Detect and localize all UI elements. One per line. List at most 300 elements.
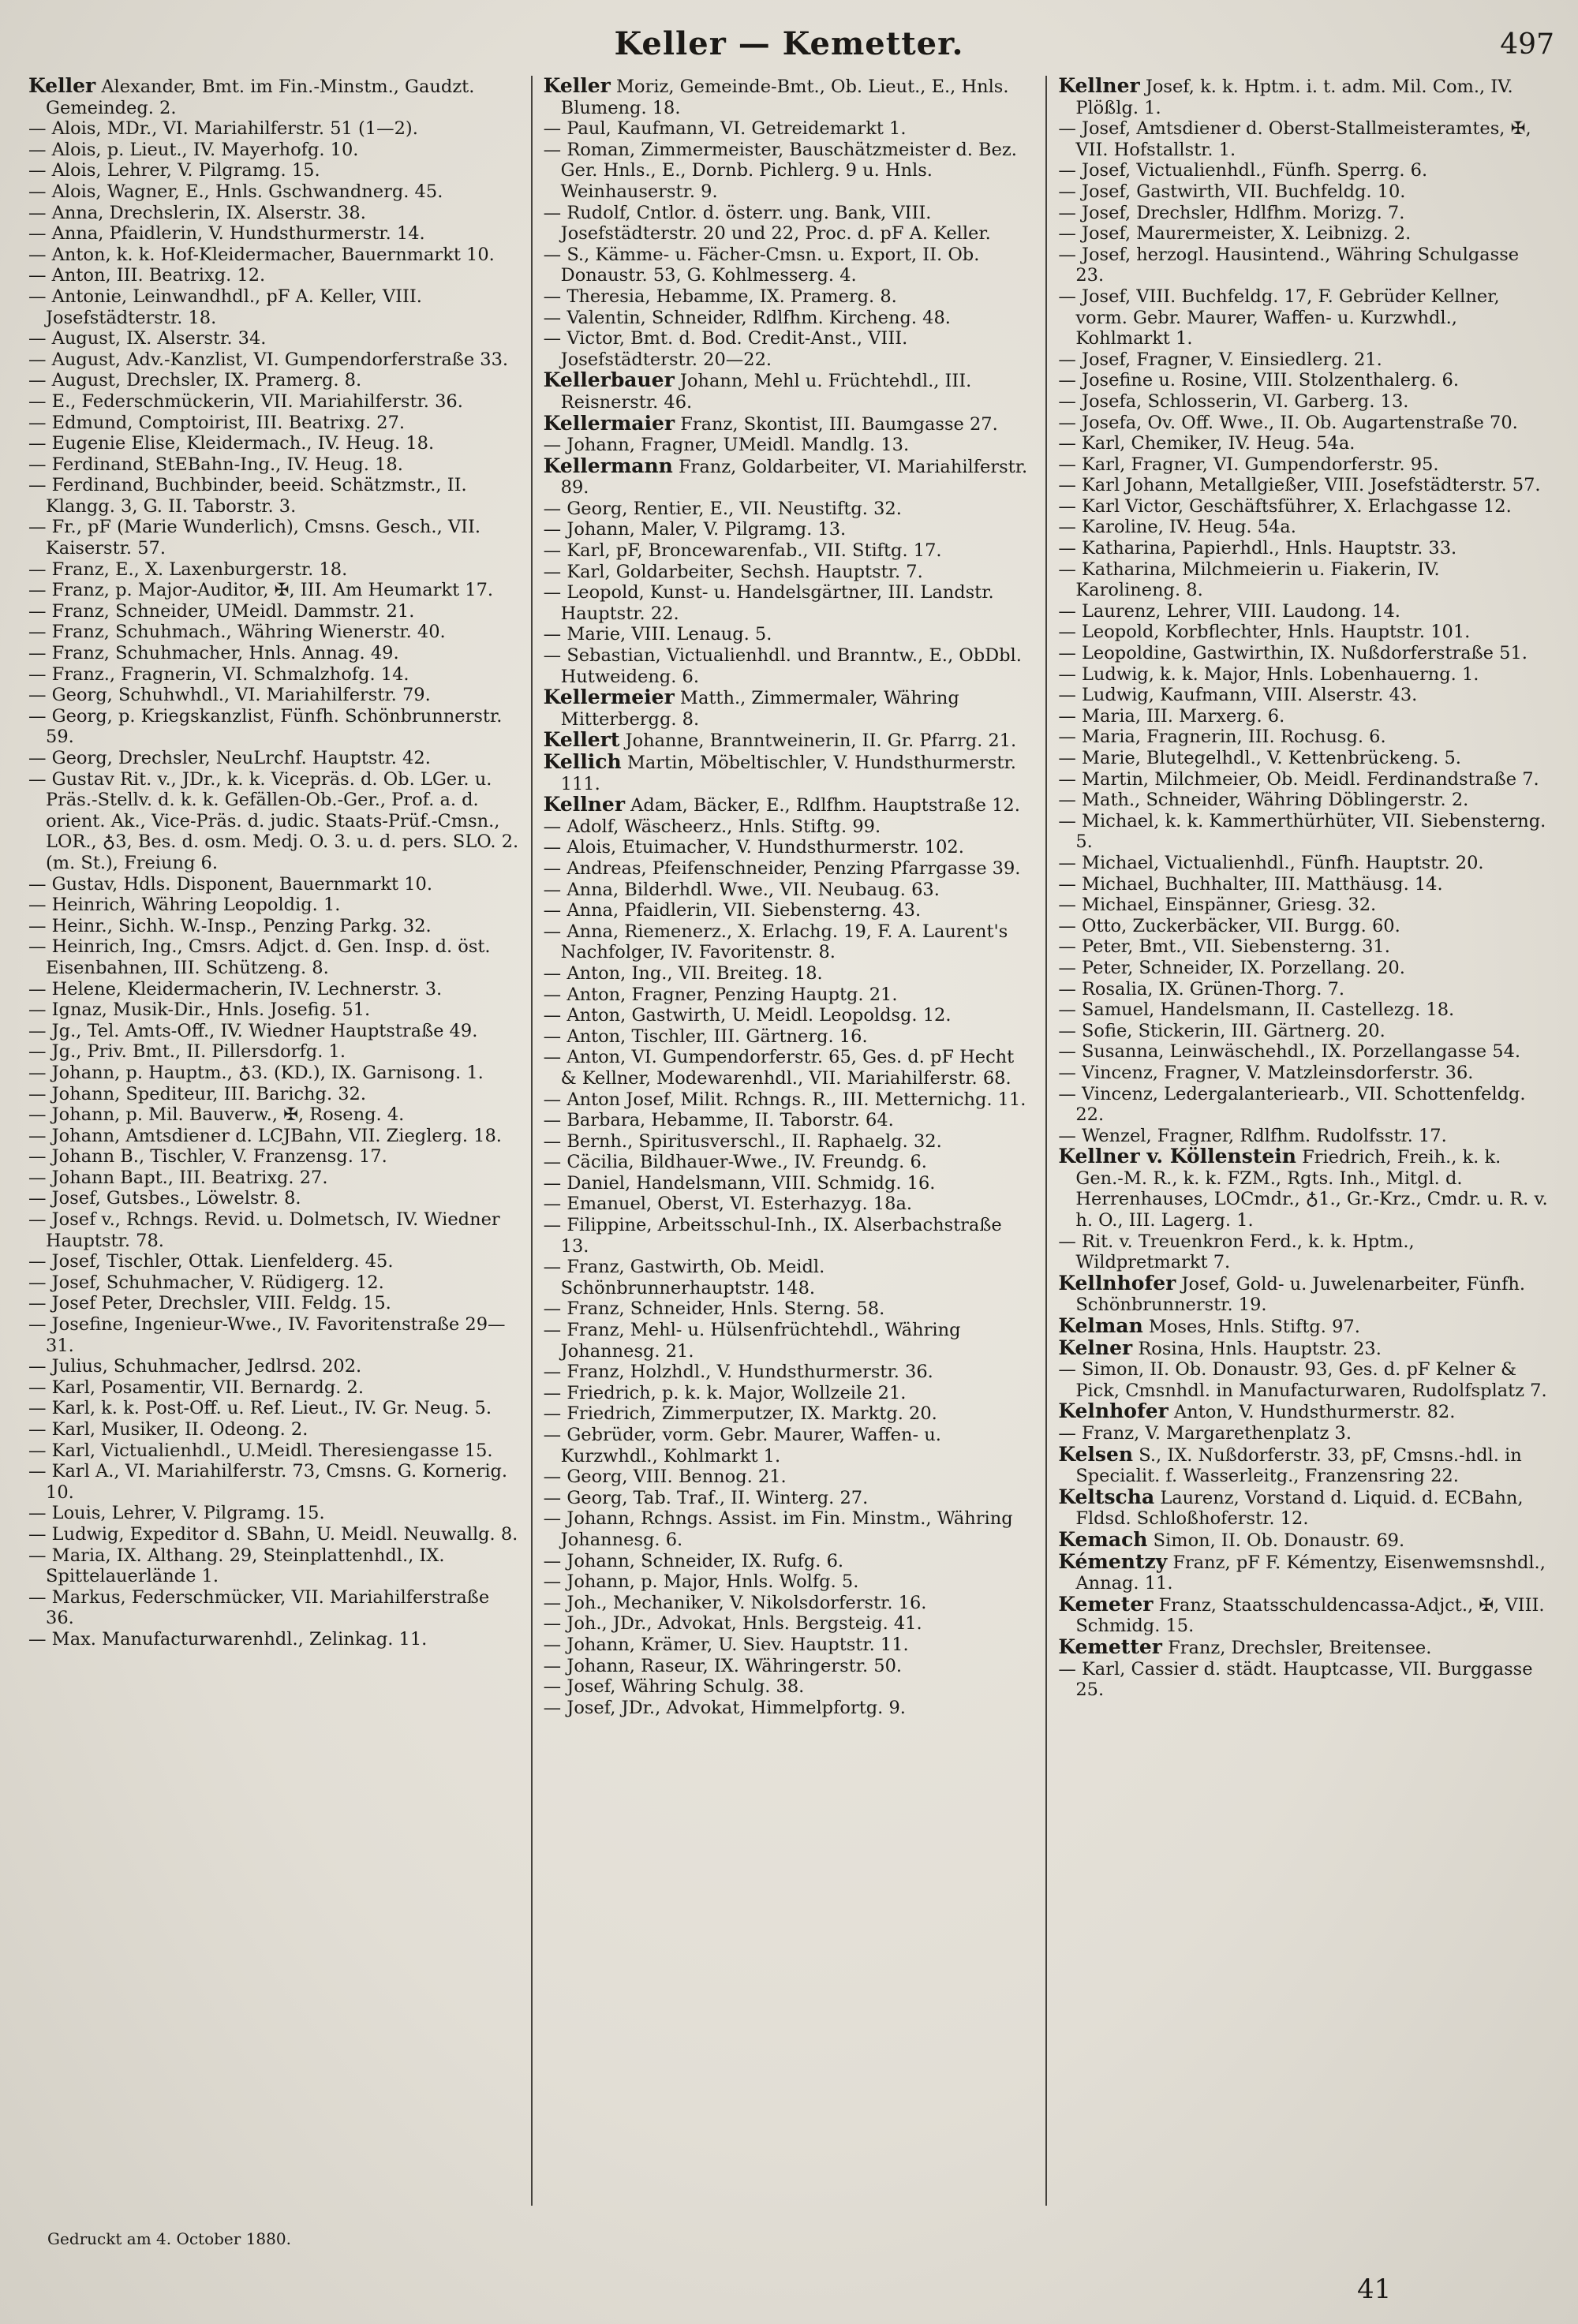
entry-text: — Johann, p. Hauptm., ♁3. (KD.), IX. Garnisong. 1.: [28, 1062, 484, 1083]
directory-entry: [28, 160, 520, 181]
entry-text: — Johann, p. Major, Hnls. Wolfg. 5.: [543, 1571, 859, 1593]
entry-text: — Josef, VIII. Buchfeldg. 17, F. Gebrüder Kellner, vorm. Gebr. Maurer, Waffen- u. Kurzwhdl., Kohlmarkt 1.: [1058, 286, 1500, 349]
entry-text: — Anton, III. Beatrixg. 12.: [28, 265, 266, 286]
entry-text: — Georg, Rentier, E., VII. Neustiftg. 32.: [543, 498, 902, 519]
entry-text: — Paul, Kaufmann, VI. Getreidemarkt 1.: [543, 118, 907, 140]
entry-text: — E., Federschmückerin, VII. Mariahilferstr. 36.: [28, 390, 463, 412]
directory-entry: [544, 1403, 1035, 1425]
entry-text: — Valentin, Schneider, Rdlfhm. Kircheng. 48.: [543, 307, 951, 328]
entry-text: Johanne, Branntweinerin, II. Gr. Pfarrg. 21.: [625, 730, 1017, 752]
directory-entry: [544, 582, 1035, 624]
directory-entry: [544, 1194, 1035, 1215]
directory-entry: [544, 370, 1035, 413]
entry-text: — Bernh., Spiritusverschl., II. Raphaelg. 32.: [543, 1130, 942, 1152]
directory-entry: [544, 1488, 1035, 1509]
entry-text: — Victor, Bmt. d. Bod. Credit-Anst., VIII. Josefstädterstr. 20—22.: [543, 328, 908, 370]
entry-text: — Johann, Rchngs. Assist. im Fin. Minstm., Währing Johannesg. 6.: [543, 1508, 1013, 1550]
entry-text: — Alois, Wagner, E., Hnls. Gschwandnerg. 45.: [28, 181, 443, 202]
column-3: [1045, 76, 1561, 2206]
entry-text: — Franz, Gastwirth, Ob. Meidl. Schönbrunnerhauptstr. 148.: [543, 1257, 825, 1298]
directory-entry: [544, 752, 1035, 794]
entry-text: — Karl, pF, Broncewarenfab., VII. Stiftg. 17.: [543, 540, 942, 562]
entry-text: — Michael, Einspänner, Griesg. 32.: [1058, 895, 1377, 916]
entry-text: — Leopoldine, Gastwirthin, IX. Nußdorferstraße 51.: [1058, 643, 1528, 664]
entry-text: — Maria, III. Marxerg. 6.: [1058, 705, 1285, 727]
entry-text: — Karl, Victualienhdl., U.Meidl. Theresiengasse 15.: [28, 1440, 493, 1461]
surname-heading: Kellner: [1058, 76, 1140, 97]
entry-text: — Franz, Schneider, Hnls. Sterng. 58.: [543, 1298, 885, 1320]
surname-heading: Kellerbauer: [543, 368, 675, 392]
entry-text: — August, IX. Alserstr. 34.: [28, 328, 267, 349]
directory-entry: [1058, 118, 1550, 160]
entry-text: — Johann, p. Mil. Bauverw., ✠, Roseng. 4.: [28, 1104, 405, 1126]
entry-text: — Josefa, Schlosserin, VI. Garberg. 13.: [1058, 390, 1409, 412]
entry-text: — Daniel, Handelsmann, VIII. Schmidg. 16.: [543, 1172, 936, 1194]
entry-text: Moriz, Gemeinde-Bmt., Ob. Lieut., E., Hnls. Blumeng. 18.: [560, 77, 1009, 118]
directory-entry: [544, 1320, 1035, 1362]
directory-entry: [544, 816, 1035, 838]
entry-text: — Josef, Amtsdiener d. Oberst-Stallmeisteramtes, ✠, VII. Hofstallstr. 1.: [1058, 118, 1531, 160]
directory-entry: [1058, 895, 1550, 916]
directory-entry: [1058, 286, 1550, 349]
directory-entry: [1058, 916, 1550, 937]
directory-entry: [544, 1257, 1035, 1298]
entry-text: — Karl, Chemiker, IV. Heug. 54a.: [1058, 433, 1356, 454]
entry-text: — Anton Josef, Milit. Rchngs. R., III. Metternichg. 11.: [543, 1089, 1026, 1110]
directory-entry: [544, 435, 1035, 456]
directory-entry: [28, 328, 520, 349]
entry-text: — Heinr., Sichh. W.-Insp., Penzing Parkg. 32.: [28, 915, 432, 936]
directory-entry: [28, 223, 520, 245]
directory-entry: [1058, 1084, 1550, 1126]
directory-entry: [1058, 1487, 1550, 1530]
directory-entry: [1058, 76, 1550, 118]
directory-entry: [1058, 1359, 1550, 1401]
entry-text: — Peter, Bmt., VII. Siebensterng. 31.: [1058, 936, 1390, 958]
directory-entry: [28, 895, 520, 916]
entry-text: — Eugenie Elise, Kleidermach., IV. Heug. 18.: [28, 433, 435, 454]
entry-text: — Franz, Schuhmach., Währing Wienerstr. 40.: [28, 622, 446, 643]
directory-entry: [544, 286, 1035, 308]
entry-text: — Josef, Schuhmacher, V. Rüdigerg. 12.: [28, 1272, 384, 1293]
directory-entry: [1058, 706, 1550, 727]
directory-entry: [28, 433, 520, 454]
entry-text: — Karoline, IV. Heug. 54a.: [1058, 517, 1296, 538]
entry-text: — Franz, E., X. Laxenburgerstr. 18.: [28, 559, 348, 580]
entry-text: — Katharina, Papierhdl., Hnls. Hauptstr. 33.: [1058, 538, 1457, 559]
entry-text: Josef, k. k. Hptm. i. t. adm. Mil. Com., IV. Plößlg. 1.: [1075, 77, 1513, 118]
directory-entry: [544, 900, 1035, 921]
entry-text: — Andreas, Pfeifenschneider, Penzing Pfarrgasse 39.: [543, 857, 1021, 879]
entry-text: — Josef, Tischler, Ottak. Lienfelderg. 45.: [28, 1251, 394, 1272]
entry-text: — Joh., Mechaniker, V. Nikolsdorferstr. 16.: [543, 1592, 927, 1613]
page-title: Keller — Kemetter.: [614, 25, 964, 62]
entry-text: — Franz., Fragnerin, VI. Schmalzhofg. 14.: [28, 663, 409, 685]
entry-text: — Karl Johann, Metallgießer, VIII. Josefstädterstr. 57.: [1058, 475, 1541, 496]
directory-entry: [544, 562, 1035, 583]
directory-entry: [28, 1398, 520, 1419]
entry-text: — Wenzel, Fragner, Rdlfhm. Rudolfsstr. 17.: [1058, 1125, 1447, 1146]
surname-heading: Kelner: [1058, 1336, 1133, 1359]
directory-entry: [1058, 1273, 1550, 1316]
directory-entry: [28, 559, 520, 581]
entry-text: — Rit. v. Treuenkron Ferd., k. k. Hptm., Wildpretmarkt 7.: [1058, 1231, 1415, 1273]
directory-entry: [28, 1587, 520, 1629]
entry-text: Franz, Staatsschuldencassa-Adjct., ✠, VIII. Schmidg. 15.: [1075, 1594, 1545, 1637]
directory-entry: [1058, 1338, 1550, 1360]
entry-text: — Anton, Tischler, III. Gärtnerg. 16.: [543, 1026, 868, 1047]
surname-heading: Keller: [543, 76, 611, 97]
entry-text: — Gebrüder, vorm. Gebr. Maurer, Waffen- u. Kurzwhdl., Kohlmarkt 1.: [543, 1425, 941, 1467]
entry-text: — Karl A., VI. Mariahilferstr. 73, Cmsns. G. Kornerig. 10.: [28, 1461, 508, 1503]
entry-text: — Rudolf, Cntlor. d. österr. ung. Bank, VIII. Josefstädterstr. 20 und 22, Proc. d. pF A. Keller.: [543, 202, 991, 245]
directory-entry: [544, 794, 1035, 816]
directory-entry: [544, 1110, 1035, 1131]
directory-entry: [544, 456, 1035, 499]
directory-entry: [1058, 1231, 1550, 1273]
directory-entry: [1058, 1549, 1550, 1594]
directory-entry: [28, 1524, 520, 1545]
directory-entry: [544, 1383, 1035, 1404]
entry-text: — Karl, Posamentir, VII. Bernardg. 2.: [28, 1377, 365, 1398]
running-head: [0, 17, 1578, 73]
directory-entry: [28, 1168, 520, 1189]
directory-entry: [28, 1356, 520, 1377]
directory-entry: [544, 540, 1035, 562]
directory-entry: [544, 1698, 1035, 1719]
directory-entry: [544, 1676, 1035, 1698]
entry-text: — Josefa, Ov. Off. Wwe., II. Ob. Augartenstraße 70.: [1058, 412, 1518, 433]
entry-text: — Ferdinand, StEBahn-Ing., IV. Heug. 18.: [28, 454, 403, 475]
entry-text: — Josef, Victualienhdl., Fünfh. Sperrg. 6.: [1058, 160, 1428, 181]
surname-heading: Kelman: [1058, 1314, 1143, 1338]
entry-text: — Jg., Tel. Amts-Off., IV. Wiedner Hauptstraße 49.: [28, 1020, 478, 1041]
entry-text: — Josef, Fragner, V. Einsiedlerg. 21.: [1058, 349, 1382, 370]
entry-text: — Samuel, Handelsmann, II. Castellezg. 18.: [1058, 999, 1455, 1021]
directory-entry: [1058, 979, 1550, 1000]
directory-entry: [1058, 1527, 1550, 1552]
directory-entry: [28, 76, 520, 118]
directory-entry: [28, 1126, 520, 1147]
entry-text: — Ignaz, Musik-Dir., Hnls. Josefig. 51.: [28, 999, 371, 1021]
entry-text: — Georg, Tab. Traf., II. Winterg. 27.: [543, 1487, 869, 1508]
directory-entry: [28, 454, 520, 476]
directory-entry: [544, 140, 1035, 203]
directory-entry: [28, 936, 520, 978]
directory-entry: [1058, 936, 1550, 958]
directory-entry: [1058, 811, 1550, 853]
directory-entry: [28, 1440, 520, 1462]
entry-text: S., IX. Nußdorferstr. 33, pF, Cmsns.-hdl. in Specialit. f. Wasserleitg., Franzensring 22.: [1075, 1444, 1522, 1487]
entry-text: — Helene, Kleidermacherin, IV. Lechnerstr. 3.: [28, 978, 443, 999]
directory-entry: [28, 874, 520, 895]
entry-text: — Johann, Krämer, U. Siev. Hauptstr. 11.: [543, 1634, 909, 1655]
entry-text: — Karl, Musiker, II. Odeong. 2.: [28, 1419, 308, 1440]
entry-text: — Alois, p. Lieut., IV. Mayerhofg. 10.: [28, 139, 359, 160]
print-date: Gedruckt am 4. October 1880.: [47, 2229, 291, 2248]
entry-text: — Anna, Pfaidlerin, VII. Siebensterng. 43.: [543, 900, 922, 921]
entry-text: — Heinrich, Ing., Cmsrs. Adjct. d. Gen. Insp. d. öst. Eisenbahnen, III. Schützeng. 8.: [28, 936, 491, 978]
directory-entry: [1058, 748, 1550, 769]
entry-text: Franz, Drechsler, Breitensee.: [1168, 1637, 1432, 1658]
entry-text: — Karl, k. k. Post-Off. u. Ref. Lieut., IV. Gr. Neug. 5.: [28, 1398, 492, 1419]
directory-entry: [1058, 643, 1550, 664]
directory-entry: [1058, 223, 1550, 245]
entry-text: — Anna, Bilderhdl. Wwe., VII. Neubaug. 63.: [543, 879, 940, 900]
entry-text: Friedrich, Freih., k. k. Gen.-M. R., k. k. FZM., Rgts. Inh., Mitgl. d. Herrenhauses, LOCmdr., ♁1., Gr.-Krz., Cmdr. u. R. v. h. O., III. Lagerg. 1.: [1075, 1147, 1548, 1231]
directory-entry: [1058, 559, 1550, 601]
directory-entry: [544, 499, 1035, 520]
directory-entry: [1058, 496, 1550, 517]
directory-entry: [1058, 1126, 1550, 1147]
directory-entry: [1058, 1316, 1550, 1338]
directory-entry: [544, 308, 1035, 329]
entry-text: — Roman, Zimmermeister, Bauschätzmeister d. Bez. Ger. Hnls., E., Dornb. Pichlerg. 9 u. Hnls. Weinhauserstr. 9.: [543, 139, 1017, 202]
entry-text: — Johann, Schneider, IX. Rufg. 6.: [543, 1550, 844, 1571]
entry-text: — Johann Bapt., III. Beatrixg. 27.: [28, 1167, 328, 1188]
directory-entry: [544, 1152, 1035, 1173]
directory-entry: [544, 413, 1035, 435]
directory-entry: [544, 1131, 1035, 1153]
entry-text: — Sebastian, Victualienhdl. und Branntw., E., ObDbl. Hutweideng. 6.: [543, 645, 1022, 687]
entry-text: Laurenz, Vorstand d. Liquid. d. ECBahn, Fldsd. Schloßhoferstr. 12.: [1075, 1487, 1524, 1530]
directory-entry: [1058, 391, 1550, 413]
directory-entry: [544, 1656, 1035, 1677]
entry-text: — Adolf, Wäscheerz., Hnls. Stiftg. 99.: [543, 816, 881, 837]
entry-text: — Franz, Mehl- u. Hülsenfrüchtehdl., Währing Johannesg. 21.: [543, 1320, 961, 1362]
entry-text: — Susanna, Leinwäschehdl., IX. Porzellangasse 54.: [1058, 1041, 1521, 1063]
directory-entry: [544, 1089, 1035, 1111]
directory-entry: [1058, 958, 1550, 979]
directory-entry: [1058, 664, 1550, 686]
directory-entry: [1058, 433, 1550, 454]
entry-text: — Josef, Gastwirth, VII. Buchfeldg. 10.: [1058, 181, 1406, 202]
entry-text: — Katharina, Milchmeierin u. Fiakerin, IV. Karolineng. 8.: [1058, 559, 1440, 601]
surname-heading: Kemach: [1058, 1527, 1148, 1551]
entry-text: — Karl, Goldarbeiter, Sechsh. Hauptstr. 7.: [543, 561, 923, 582]
directory-entry: [544, 1005, 1035, 1026]
directory-entry: [28, 140, 520, 161]
entry-text: — Josef, Drechsler, Hdlfhm. Morizg. 7.: [1058, 202, 1405, 223]
entry-text: — Josef Peter, Drechsler, VIII. Feldg. 15.: [28, 1293, 391, 1314]
directory-entry: [544, 1298, 1035, 1320]
entry-text: Alexander, Bmt. im Fin.-Minstm., Gaudzt. Gemeindeg. 2.: [46, 77, 475, 118]
directory-entry: [544, 76, 1035, 118]
entry-text: Simon, II. Ob. Donaustr. 69.: [1153, 1530, 1405, 1551]
surname-heading: Kemetter: [1058, 1635, 1162, 1658]
directory-entry: [544, 645, 1035, 687]
entry-text: — Josef v., Rchngs. Revid. u. Dolmetsch, IV. Wiedner Hauptstr. 78.: [28, 1209, 500, 1251]
entry-text: — Barbara, Hebamme, II. Taborstr. 64.: [543, 1110, 894, 1131]
entry-text: — Math., Schneider, Währing Döblingerstr. 2.: [1058, 790, 1469, 811]
directory-entry: [28, 769, 520, 874]
directory-entry: [1058, 1063, 1550, 1084]
directory-entry: [28, 181, 520, 203]
entry-text: — Joh., JDr., Advokat, Hnls. Bergsteig. 41.: [543, 1613, 922, 1635]
column-1: [17, 76, 531, 2206]
entry-text: — Johann, Fragner, UMeidl. Mandlg. 13.: [543, 435, 910, 456]
directory-entry: [28, 1063, 520, 1084]
directory-entry: [28, 979, 520, 1000]
entry-text: — Anton, VI. Gumpendorferstr. 65, Ges. d. pF Hecht & Kellner, Modewarenhdl., VII. Mariahilferstr. 68.: [543, 1047, 1015, 1089]
entry-text: — Josef, JDr., Advokat, Himmelpfortg. 9.: [543, 1697, 906, 1718]
directory-entry: [1058, 203, 1550, 224]
directory-entry: [28, 118, 520, 140]
directory-entry: [544, 921, 1035, 963]
directory-entry: [1058, 1146, 1550, 1231]
directory-entry: [28, 1209, 520, 1251]
entry-text: — Georg, Schuhwhdl., VI. Mariahilferstr. 79.: [28, 685, 431, 706]
entry-text: Moses, Hnls. Stiftg. 97.: [1148, 1317, 1360, 1338]
directory-entry: [28, 1146, 520, 1168]
entry-text: — Laurenz, Lehrer, VIII. Laudong. 14.: [1058, 600, 1400, 622]
entry-text: — Georg, VIII. Bennog. 21.: [543, 1467, 787, 1488]
entry-text: — Johann, Spediteur, III. Barichg. 32.: [28, 1083, 367, 1104]
entry-text: — Michael, Buchhalter, III. Matthäusg. 14.: [1058, 873, 1443, 895]
directory-entry: [1058, 1401, 1550, 1423]
entry-text: — Antonie, Leinwandhdl., pF A. Keller, VIII. Josefstädterstr. 18.: [28, 286, 422, 328]
entry-text: — Otto, Zuckerbäcker, VII. Burgg. 60.: [1058, 915, 1400, 936]
surname-heading: Kelsen: [1058, 1442, 1134, 1466]
directory-entry: [28, 370, 520, 391]
directory-entry: [544, 1173, 1035, 1194]
entry-text: — Heinrich, Währing Leopoldig. 1.: [28, 895, 341, 916]
entry-text: — Marie, Blutegelhdl., V. Kettenbrückeng. 5.: [1058, 748, 1461, 768]
entry-text: — Karl, Cassier d. städt. Hauptcasse, VII. Burggasse 25.: [1058, 1658, 1533, 1701]
entry-text: — Maria, Fragnerin, III. Rochusg. 6.: [1058, 727, 1386, 748]
entry-text: Johann, Mehl u. Früchtehdl., III. Reisnerstr. 46.: [560, 371, 972, 413]
directory-entry: [28, 475, 520, 517]
entry-text: — Johann, Maler, V. Pilgramg. 13.: [543, 519, 847, 540]
directory-entry: [544, 1551, 1035, 1572]
directory-entry: [28, 1188, 520, 1209]
entry-text: — Leopold, Kunst- u. Handelsgärtner, III. Landstr. Hauptstr. 22.: [543, 582, 994, 624]
entry-text: Josef, Gold- u. Juwelenarbeiter, Fünfh. Schönbrunnerstr. 19.: [1075, 1273, 1526, 1316]
directory-entry: [544, 858, 1035, 880]
directory-entry: [28, 1293, 520, 1314]
entry-text: Franz, Goldarbeiter, VI. Mariahilferstr. 89.: [560, 456, 1028, 499]
entry-text: — Ludwig, Expeditor d. SBahn, U. Meidl. Neuwallg. 8.: [28, 1523, 518, 1545]
entry-text: — Ludwig, k. k. Major, Hnls. Lobenhauerng. 1.: [1058, 663, 1479, 685]
directory-entry: [28, 1272, 520, 1294]
entry-text: — Franz, V. Margarethenplatz 3.: [1058, 1423, 1352, 1444]
directory-entry: [28, 517, 520, 559]
directory-entry: [28, 916, 520, 937]
directory-entry: [28, 622, 520, 643]
entry-text: — Alois, Lehrer, V. Pilgramg. 15.: [28, 160, 320, 181]
directory-entry: [1058, 601, 1550, 622]
entry-text: — Vincenz, Fragner, V. Matzleinsdorferstr. 36.: [1058, 1062, 1474, 1083]
entry-text: — Johann, Amtsdiener d. LCJBahn, VII. Zieglerg. 18.: [28, 1125, 502, 1146]
surname-heading: Kellert: [543, 728, 620, 752]
entry-text: — Gustav, Hdls. Disponent, Bauernmarkt 10.: [28, 873, 433, 895]
directory-entry: [28, 1377, 520, 1399]
surname-heading: Kellner: [543, 793, 626, 816]
directory-entry: [1058, 1659, 1550, 1701]
directory-entry: [1058, 685, 1550, 706]
entry-text: — Josefine u. Rosine, VIII. Stolzenthalerg. 6.: [1058, 370, 1459, 391]
entry-text: — Jg., Priv. Bmt., II. Pillersdorfg. 1.: [28, 1041, 346, 1063]
directory-entry: [28, 349, 520, 371]
directory-entry: [544, 1215, 1035, 1257]
directory-entry: [544, 1467, 1035, 1488]
directory-entry: [28, 664, 520, 686]
directory-entry: [1058, 181, 1550, 203]
surname-heading: Kellnhofer: [1058, 1271, 1176, 1295]
entry-text: — Leopold, Korbflechter, Hnls. Hauptstr. 101.: [1058, 622, 1471, 643]
directory-entry: [544, 203, 1035, 245]
entry-text: — Franz, Schneider, UMeidl. Dammstr. 21.: [28, 600, 415, 622]
surname-heading: Kelnhofer: [1058, 1399, 1169, 1423]
entry-text: — August, Adv.-Kanzlist, VI. Gumpendorferstraße 33.: [28, 349, 509, 370]
directory-entry: [1058, 370, 1550, 391]
entry-text: — August, Drechsler, IX. Pramerg. 8.: [28, 370, 362, 391]
directory-columns: [17, 76, 1561, 2206]
directory-entry: [1058, 538, 1550, 559]
directory-entry: [1058, 1444, 1550, 1487]
directory-entry: [1058, 853, 1550, 874]
directory-entry: [28, 245, 520, 266]
directory-entry: [1058, 874, 1550, 895]
directory-entry: [28, 391, 520, 413]
entry-text: — Karl, Fragner, VI. Gumpendorferstr. 95.: [1058, 454, 1439, 475]
entry-text: — Louis, Lehrer, V. Pilgramg. 15.: [28, 1503, 325, 1524]
directory-entry: [28, 748, 520, 769]
surname-heading: Kémentzy: [1058, 1549, 1168, 1573]
signature-mark: 41: [1357, 2274, 1392, 2305]
entry-text: Franz, Skontist, III. Baumgasse 27.: [680, 413, 998, 435]
entry-text: — Friedrich, Zimmerputzer, IX. Marktg. 20.: [543, 1403, 937, 1425]
directory-entry: [28, 1021, 520, 1042]
directory-entry: [544, 1508, 1035, 1550]
directory-entry: [28, 999, 520, 1021]
surname-heading: Kemeter: [1058, 1592, 1154, 1616]
entry-text: — Sofie, Stickerin, III. Gärtnerg. 20.: [1058, 1020, 1385, 1041]
entry-text: Martin, Möbeltischler, V. Hundsthurmerstr. 111.: [560, 753, 1016, 794]
entry-text: — Cäcilia, Bildhauer-Wwe., IV. Freundg. 6.: [543, 1152, 927, 1173]
directory-entry: [544, 985, 1035, 1006]
directory-entry: [28, 706, 520, 748]
directory-entry: [28, 1104, 520, 1126]
directory-entry: [28, 1461, 520, 1503]
entry-text: — Anna, Drechslerin, IX. Alserstr. 38.: [28, 202, 366, 223]
surname-heading: Keller: [28, 76, 96, 97]
entry-text: — Rosalia, IX. Grünen-Thorg. 7.: [1058, 978, 1345, 999]
entry-text: Adam, Bäcker, E., Rdlfhm. Hauptstraße 12.: [630, 795, 1020, 816]
entry-text: — Friedrich, p. k. k. Major, Wollzeile 21.: [543, 1382, 907, 1403]
entry-text: — Anton, k. k. Hof-Kleidermacher, Bauernmarkt 10.: [28, 244, 495, 265]
directory-entry: [544, 118, 1035, 140]
directory-entry: [28, 1419, 520, 1440]
directory-entry: [28, 265, 520, 286]
surname-heading: Kellner v. Köllenstein: [1058, 1145, 1296, 1168]
entry-text: — Karl Victor, Geschäftsführer, X. Erlachgasse 12.: [1058, 495, 1512, 517]
directory-entry: [544, 1425, 1035, 1467]
entry-text: — Georg, p. Kriegskanzlist, Fünfh. Schönbrunnerstr. 59.: [28, 705, 503, 748]
directory-entry: [1058, 999, 1550, 1021]
directory-entry: [544, 963, 1035, 985]
directory-entry: [1058, 790, 1550, 811]
directory-entry: [28, 413, 520, 434]
entry-text: — Georg, Drechsler, NeuLrchf. Hauptstr. 42.: [28, 748, 431, 768]
directory-entry: [28, 286, 520, 328]
directory-entry: [1058, 1423, 1550, 1444]
entry-text: — Josef, herzogl. Hausintend., Währing Schulgasse 23.: [1058, 244, 1520, 286]
entry-text: — Ferdinand, Buchbinder, beeid. Schätzmstr., II. Klangg. 3, G. II. Taborstr. 3.: [28, 475, 467, 517]
directory-entry: [1058, 622, 1550, 643]
directory-entry: [1058, 160, 1550, 181]
directory-entry: [28, 1629, 520, 1650]
